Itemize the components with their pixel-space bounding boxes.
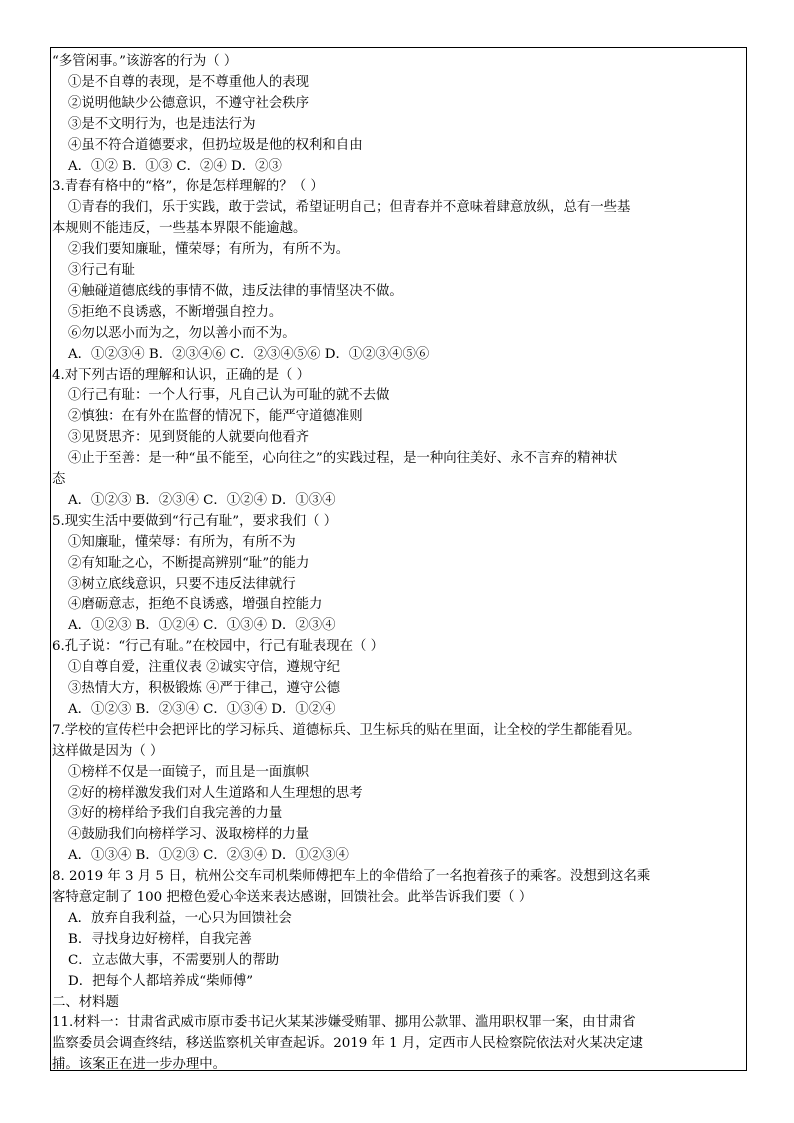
text-line: 4.对下列古语的理解和认识，正确的是（ ） xyxy=(52,367,311,383)
text-line: D．把每个人都培养成“柴师傅” xyxy=(68,973,254,989)
text-line: B．寻找身边好榜样，自我完善 xyxy=(68,931,252,947)
text-line: ④虽不符合道德要求，但扔垃圾是他的权利和自由 xyxy=(68,137,363,153)
text-line: ⑤拒绝不良诱惑，不断增强自控力。 xyxy=(68,304,283,320)
text-line: ④鼓励我们向榜样学习、汲取榜样的力量 xyxy=(68,827,310,843)
text-line: A．放弃自我利益，一心只为回馈社会 xyxy=(68,910,292,926)
text-line: A．①③④ B．①②③ C．②③④ D．①②③④ xyxy=(68,848,349,864)
text-line: 客特意定制了 100 把橙色爱心伞送来表达感谢，回馈社会。此举告诉我们要（ ） xyxy=(52,890,533,905)
text-line: 这样做是因为（ ） xyxy=(52,743,164,759)
text-line: ①自尊自爱，注重仪表 ②诚实守信，遵规守纪 xyxy=(68,660,341,676)
text-line: ③行己有耻 xyxy=(68,263,135,278)
text-line: ③热情大方，积极锻炼 ④严于律己，遵守公德 xyxy=(68,681,341,696)
text-line: ⑥勿以恶小而为之，勿以善小而不为。 xyxy=(68,325,296,341)
text-line: A．①② B．①③ C．②④ D．②③ xyxy=(68,158,282,174)
text-line: ②说明他缺少公德意识，不遵守社会秩序 xyxy=(68,95,310,111)
text-line: A．①②③ B．②③④ C．①②④ D．①③④ xyxy=(68,492,336,508)
text-line: ②好的榜样激发我们对人生道路和人生理想的思考 xyxy=(68,785,363,801)
text-line: A．①②③ B．①②④ C．①③④ D．②③④ xyxy=(68,618,336,634)
text-line: ④触碰道德底线的事情不做，违反法律的事情坚决不做。 xyxy=(68,283,403,299)
text-line: ①榜样不仅是一面镜子，而且是一面旗帜 xyxy=(68,764,310,780)
text-line: C．立志做大事，不需要别人的帮助 xyxy=(68,952,280,968)
text-line: “多管闲事。”该游客的行为（ ） xyxy=(52,54,238,69)
text-line: ①青春的我们，乐于实践，敢于尝试，希望证明自己；但青春并不意味着肆意放纵，总有一些基 xyxy=(68,200,631,216)
text-line: ③是不文明行为，也是违法行为 xyxy=(68,116,256,132)
text-line: 5.现实生活中要做到“行己有耻”，要求我们（ ） xyxy=(52,513,338,529)
text-line: 8. 2019 年 3 月 5 日，杭州公交车司机柴师傅把车上的伞借给了一名抱着孩子的乘客。没想到这名乘 xyxy=(52,869,651,885)
text-line: 6.孔子说：“行己有耻。”在校园中，行己有耻表现在（ ） xyxy=(52,639,385,655)
text-line: ①知廉耻，懂荣辱：有所为，有所不为 xyxy=(68,534,296,550)
text-line: ①行己有耻：一个人行事，凡自己认为可耻的就不去做 xyxy=(68,388,390,404)
text-line: 本规则不能违反，一些基本界限不能逾越。 xyxy=(52,221,307,237)
text-line: 监察委员会调查终结，移送监察机关审查起诉。2019 年 1 月，定西市人民检察院依法对火某决定逮 xyxy=(52,1036,643,1052)
text-line: 态 xyxy=(52,472,66,487)
text-line: ②有知耻之心，不断提高辨别“耻”的能力 xyxy=(68,555,310,571)
text-line: ③好的榜样给予我们自我完善的力量 xyxy=(68,806,283,822)
text-line: ②慎独：在有外在监督的情况下，能严守道德准则 xyxy=(68,409,363,425)
text-line: ③见贤思齐：见到贤能的人就要向他看齐 xyxy=(68,430,310,446)
text-line: ③树立底线意识，只要不违反法律就行 xyxy=(68,576,296,592)
text-line: 3.青春有格中的“格”，你是怎样理解的？（ ） xyxy=(52,179,324,195)
text-line: 7.学校的宣传栏中会把评比的学习标兵、道德标兵、卫生标兵的贴在里面，让全校的学生都能看见。 xyxy=(52,722,641,738)
text-line: A．①②③ B．②③④ C．①③④ D．①②④ xyxy=(68,701,336,717)
text-line: ①是不自尊的表现，是不尊重他人的表现 xyxy=(68,74,310,90)
text-line: 二、材料题 xyxy=(52,994,119,1010)
text-line: 捕。该案正在进一步办理中。 xyxy=(52,1057,227,1073)
text-line: ④止于至善：是一种“虽不能至，心向往之”的实践过程，是一种向往美好、永不言弃的精神状 xyxy=(68,451,618,467)
text-line: ②我们要知廉耻，懂荣辱；有所为，有所不为。 xyxy=(68,242,350,258)
text-line: A．①②③④ B．②③④⑥ C．②③④⑤⑥ D．①②③④⑤⑥ xyxy=(68,346,430,362)
text-line: ④磨砺意志，拒绝不良诱惑，增强自控能力 xyxy=(68,597,323,613)
text-line: 11.材料一：甘肃省武威市原市委书记火某某涉嫌受贿罪、挪用公款罪、滥用职权罪一案，由甘肃省 xyxy=(52,1015,636,1031)
